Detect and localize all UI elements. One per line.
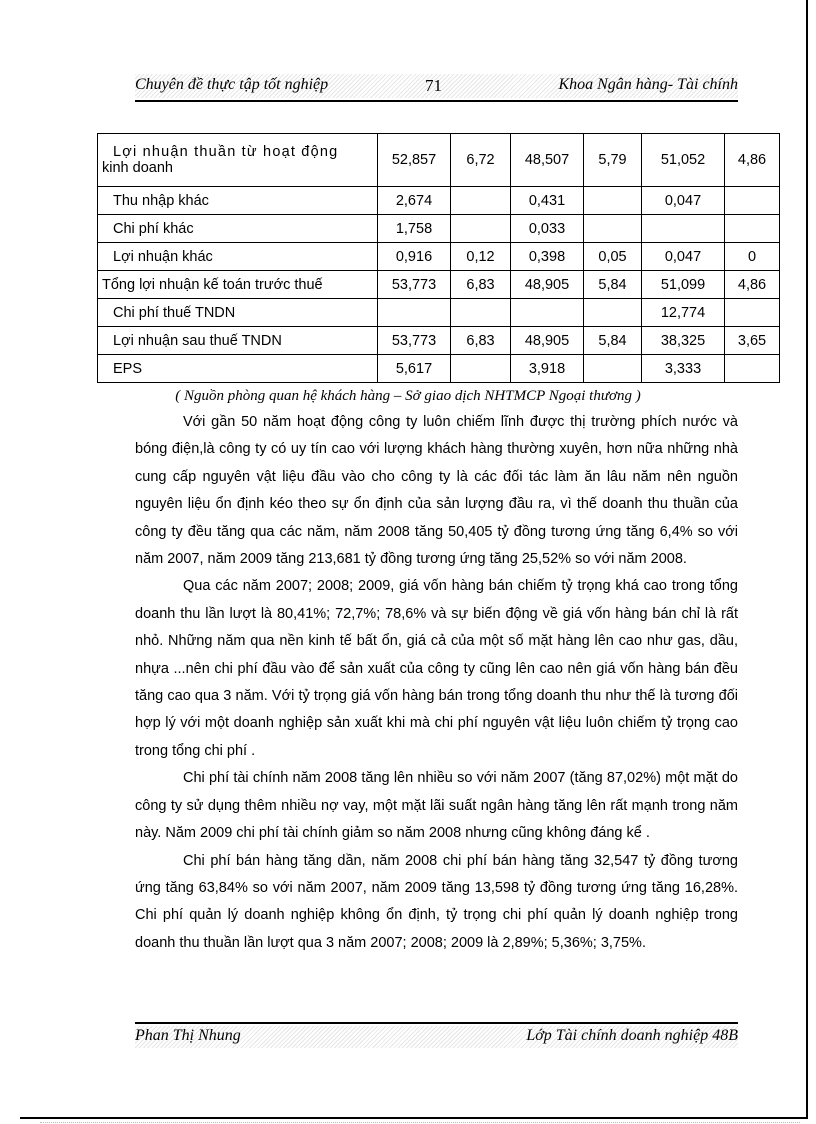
header-title: Chuyên đề thực tập tốt nghiệp: [135, 76, 329, 93]
table-cell: [451, 299, 511, 327]
table-source-note: ( Nguồn phòng quan hệ khách hàng – Sở giao dịch NHTMCP Ngoại thương ): [175, 388, 641, 404]
table-cell: [584, 187, 642, 215]
table-cell: 51,052: [642, 134, 725, 187]
table-cell: 52,857: [378, 134, 451, 187]
table-cell: 4,86: [725, 271, 780, 299]
table-cell: 0,12: [451, 243, 511, 271]
table-cell: 0,047: [642, 243, 725, 271]
table-cell: 53,773: [378, 327, 451, 355]
row-label: EPS: [98, 355, 378, 383]
table-cell: 51,099: [642, 271, 725, 299]
footer-class: Lớp Tài chính doanh nghiệp 48B: [526, 1027, 738, 1044]
table-cell: [642, 215, 725, 243]
table-cell: 2,674: [378, 187, 451, 215]
row-label: Thu nhập khác: [98, 187, 378, 215]
table-cell: [584, 355, 642, 383]
footer-author: Phan Thị Nhung: [135, 1027, 241, 1044]
table-cell: [511, 299, 584, 327]
table-cell: [725, 355, 780, 383]
table-cell: [725, 299, 780, 327]
page-frame-bottom: [20, 1117, 808, 1119]
row-label: Chi phí thuế TNDN: [98, 299, 378, 327]
table-cell: 6,83: [451, 271, 511, 299]
table-cell: 0,033: [511, 215, 584, 243]
table-cell: [378, 299, 451, 327]
header-department: Khoa Ngân hàng- Tài chính: [558, 76, 738, 93]
footer-rule: [135, 1022, 738, 1024]
table-row: [98, 327, 780, 355]
row-label: Lợi nhuận khác: [98, 243, 378, 271]
page-header: [135, 74, 738, 98]
table-cell: [451, 215, 511, 243]
table-cell: 0,047: [642, 187, 725, 215]
table-row: [98, 355, 780, 383]
row-label: Lợi nhuận thuần từ hoạt động kinh doanh: [98, 134, 378, 187]
table-cell: 48,905: [511, 327, 584, 355]
table-cell: [451, 187, 511, 215]
paragraph: Chi phí tài chính năm 2008 tăng lên nhiều so với năm 2007 (tăng 87,02%) một mặt do công ty sử dụng thêm nhiều nợ vay, một mặt lãi suất ngân hàng tăng lên rất mạnh trong năm này. Năm 2009 chi phí tài chính giảm so năm 2008 nhưng cũng không đáng kể .: [135, 770, 738, 842]
table-cell: [584, 215, 642, 243]
table-cell: 6,83: [451, 327, 511, 355]
table-cell: 38,325: [642, 327, 725, 355]
row-label: Lợi nhuận sau thuế TNDN: [98, 327, 378, 355]
table-cell: [451, 355, 511, 383]
table-cell: 5,84: [584, 271, 642, 299]
income-table: [97, 133, 780, 383]
table-row: [98, 299, 780, 327]
page-frame-right: [806, 0, 808, 1118]
table-cell: 48,507: [511, 134, 584, 187]
table-cell: 0,05: [584, 243, 642, 271]
table-cell: 6,72: [451, 134, 511, 187]
table-cell: 5,84: [584, 327, 642, 355]
table-cell: 0,398: [511, 243, 584, 271]
paragraph: Với gần 50 năm hoạt động công ty luôn chiếm lĩnh được thị trường phích nước và bóng điện,là công ty có uy tín cao với lượng khách hàng thường xuyên, hơn nữa những nhà cung cấp nguyên vật liệu đầu vào cho công ty là các đối tác làm ăn lâu năm nên nguồn nguyên liệu ổn định kéo theo sự ổn định của sản lượng đầu ra, vì thế doanh thu thuần của công ty đều tăng qua các năm, năm 2008 tăng 50,405 tỷ đồng tương ứng tăng 6,4% so với năm 2007, năm 2009 tăng 213,681 tỷ đồng tương ứng tăng 25,52% so với năm 2008.: [135, 414, 738, 568]
table-cell: 0,916: [378, 243, 451, 271]
table-cell: [584, 299, 642, 327]
table-cell: 48,905: [511, 271, 584, 299]
paragraph: Qua các năm 2007; 2008; 2009, giá vốn hàng bán chiếm tỷ trọng khá cao trong tổng doanh thu lần lượt là 80,41%; 72,7%; 78,6% và sự biến động về giá vốn hàng bán chỉ là rất nhỏ. Những năm qua nền kinh tế bất ổn, giá cả của một số mặt hàng lên cao như gas, dầu, nhựa ...nên chi phí đầu vào để sản xuất của công ty cũng lên cao nên giá vốn hàng bán đều tăng cao qua 3 năm. Với tỷ trọng giá vốn hàng bán trong tổng doanh thu như thế là tương đối hợp lý với một doanh nghiệp sản xuất khi mà chi phí nguyên vật liệu luôn chiếm tỷ trọng cao trong tổng chi phí .: [135, 578, 738, 759]
table-cell: 3,333: [642, 355, 725, 383]
row-label: Chi phí khác: [98, 215, 378, 243]
table-cell: [725, 187, 780, 215]
table-row: [98, 271, 780, 299]
page-footer: [135, 1026, 738, 1048]
table-cell: [725, 215, 780, 243]
body-text: [135, 409, 738, 957]
table-row: [98, 243, 780, 271]
table-row: [98, 134, 780, 187]
paragraph: Chi phí bán hàng tăng dần, năm 2008 chi phí bán hàng tăng 32,547 tỷ đồng tương ứng tăng 63,84% so với năm 2007, năm 2009 tăng 13,598 tỷ đồng tương ứng tăng 16,28%. Chi phí quản lý doanh nghiệp không ổn định, tỷ trọng chi phí quản lý doanh nghiệp trong doanh thu thuần lần lượt qua 3 năm 2007; 2008; 2009 là 2,89%; 5,36%; 3,75%.: [135, 852, 738, 951]
table-cell: 1,758: [378, 215, 451, 243]
table-cell: 12,774: [642, 299, 725, 327]
table-row: [98, 187, 780, 215]
table-cell: 3,65: [725, 327, 780, 355]
page-number: 71: [425, 76, 442, 95]
table-cell: 0: [725, 243, 780, 271]
header-rule: [135, 100, 738, 102]
table-cell: 5,79: [584, 134, 642, 187]
table-row: [98, 215, 780, 243]
table-cell: 4,86: [725, 134, 780, 187]
table-cell: 5,617: [378, 355, 451, 383]
table-cell: 53,773: [378, 271, 451, 299]
row-label: Tổng lợi nhuận kế toán trước thuế: [98, 271, 378, 299]
table-cell: 0,431: [511, 187, 584, 215]
table-cell: 3,918: [511, 355, 584, 383]
